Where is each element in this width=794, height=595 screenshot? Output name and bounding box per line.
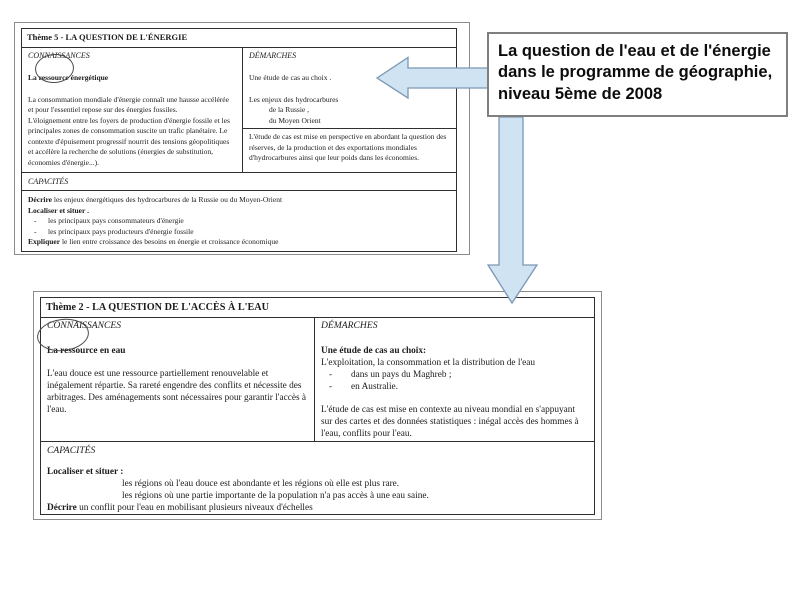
capacites-header: CAPACITÉS (47, 445, 96, 457)
water-context-paragraph: L'étude de cas est mise en contexte au niveau mondial en s'appuyant sur des cartes et des données statistiques : inégal accès des hommes à l'eau, conflits pour l'eau. (321, 405, 579, 440)
capacite-bullet: - les principaux pays consommateurs d'énergie (34, 216, 184, 226)
spacer (249, 84, 450, 95)
capacite-bullet: - les principaux pays producteurs d'énergie fossile (34, 226, 194, 236)
capacite-line: Expliquer le lien entre croissance des besoins en énergie et croissance économique (28, 237, 279, 247)
water-table-title: Thème 2 - LA QUESTION DE L'ACCÈS À L'EAU (41, 298, 594, 318)
water-program-panel (33, 291, 602, 520)
capacite-line: Décrire un conflit pour l'eau en mobilisant plusieurs niveaux d'échelles (47, 502, 313, 513)
water-table-columns (41, 318, 594, 442)
energy-case-item: du Moyen Orient (269, 115, 321, 125)
capacite-subline: les régions où une partie importante de la population n'a pas accès à une eau saine. (122, 490, 429, 501)
demarches-header: DÉMARCHES (321, 320, 378, 332)
water-capacites-body (41, 458, 594, 518)
energy-capacites-body (22, 191, 456, 252)
energy-context-cell (243, 129, 456, 172)
energy-body-paragraph-2: L'éloignement entre les foyers de production d'énergie fossile et les principales zones de consommation suscite un trafic planétaire. Le contexte d'épuisement progressif nourrit des tensions géopolitiques et accélère la recherche de solutions (énergies de substitution, économies d'énergie...). (28, 115, 230, 167)
capacite-line: Localiser et situer : (47, 466, 124, 477)
spacer (321, 393, 588, 404)
water-demarches-cell (315, 318, 594, 441)
slide-title-text: La question de l'eau et de l'énergie dans le programme de géographie, niveau 5ème de 2008 (498, 42, 773, 103)
water-case-intro: Une étude de cas au choix: (321, 345, 427, 356)
connaissances-header: CONNAISSANCES (28, 50, 90, 60)
energy-body-paragraph-1: La consommation mondiale d'énergie connaît une hausse accélérée et pour l'essentiel repose sur des énergies fossiles. (28, 94, 229, 115)
energy-case-item: de la Russie , (269, 105, 309, 115)
water-program-table (40, 297, 595, 515)
water-case-item: - dans un pays du Maghreb ; (329, 369, 452, 380)
energy-demarches-cell (243, 48, 456, 172)
energy-table-title: Thème 5 - LA QUESTION DE L'ÉNERGIE (22, 29, 456, 48)
water-case-title: L'exploitation, la consommation et la distribution de l'eau (321, 357, 536, 368)
capacite-subline: les régions où l'eau douce est abondante et les régions où elle est plus rare. (122, 478, 400, 489)
capacite-line: Localiser et situer . (28, 205, 89, 215)
water-case-item: - en Australie. (329, 381, 398, 392)
capacites-header: CAPACITÉS (22, 173, 456, 191)
energy-case-study-cell (243, 48, 456, 129)
energy-case-title: Les enjeux des hydrocarbures (249, 94, 339, 104)
energy-context-paragraph: L'étude de cas est mise en perspective en abordant la question des réserves, de la production et des exportations mondiales d'hydrocarbures ainsi que leur poids dans les économies. (249, 132, 447, 163)
energy-table-columns (22, 48, 456, 173)
connaissances-header: CONNAISSANCES (47, 320, 122, 332)
water-case-study-cell (315, 318, 594, 441)
energy-resource-subtitle: La ressource énergétique (28, 73, 109, 83)
down-arrow-icon (488, 117, 537, 303)
water-body-paragraph: L'eau douce est une ressource partiellement renouvelable et inégalement répartie. Sa rareté engendre des conflits et nécessite des arbitrages. Des aménagements sont nécessaires pour garantir l'accès à l'eau. (47, 368, 307, 416)
capacite-line: Décrire les enjeux énergétiques des hydrocarbures de la Russie ou du Moyen-Orient (28, 195, 283, 205)
demarches-header: DÉMARCHES (249, 50, 297, 60)
energy-program-panel (14, 22, 470, 255)
energy-case-intro: Une étude de cas au choix . (249, 73, 332, 83)
energy-program-table (21, 28, 457, 252)
slide-title-box (487, 32, 788, 117)
water-resource-subtitle: La ressource en eau (47, 345, 126, 356)
